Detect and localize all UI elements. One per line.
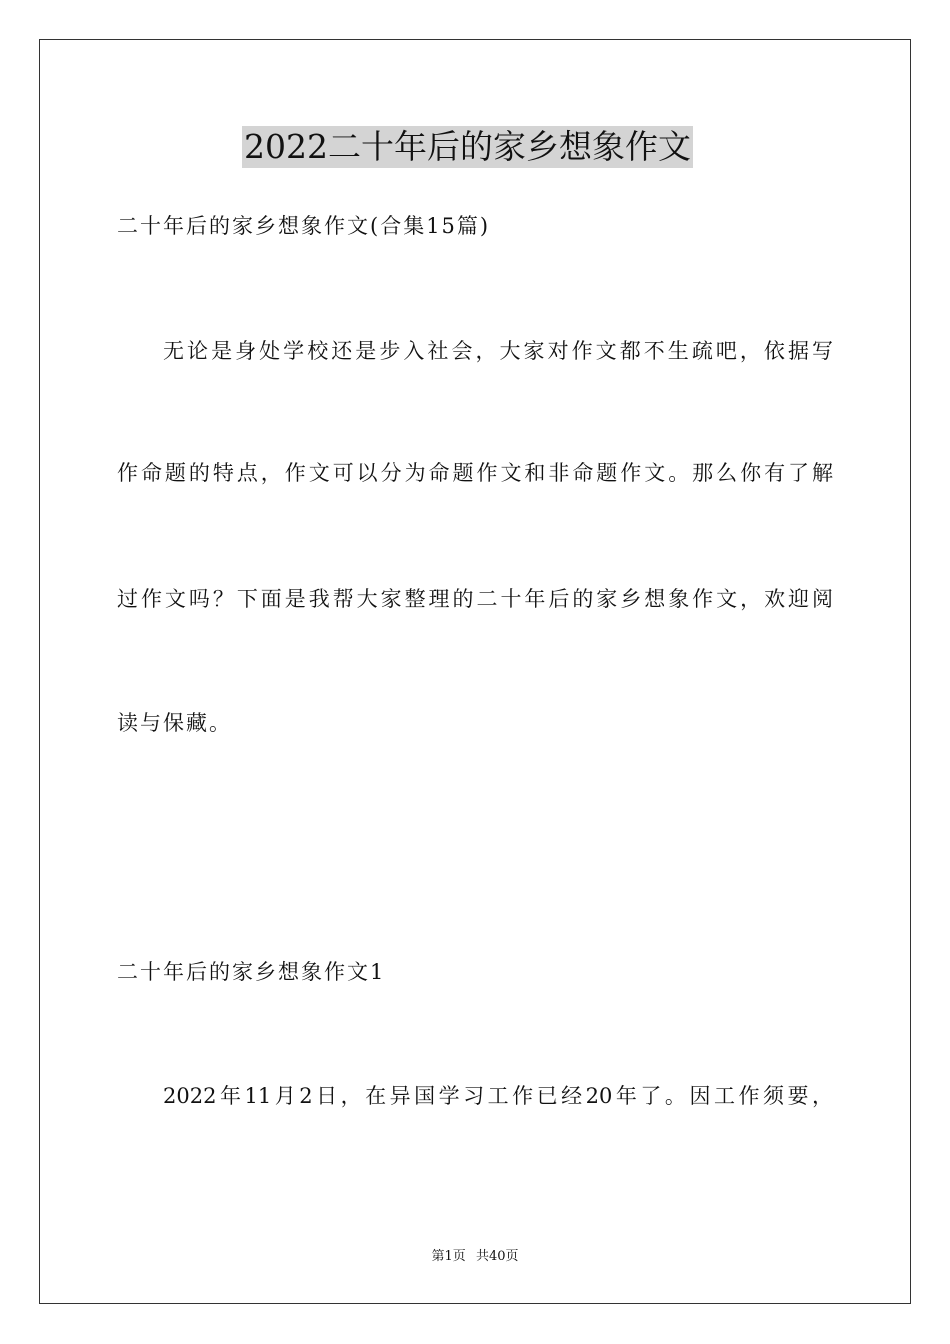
page-footer [0,1248,950,1266]
document-subtitle: 二十年后的家乡想象作文(合集15篇) [117,214,491,238]
intro-paragraph-line: 过作文吗？下面是我帮大家整理的二十年后的家乡想象作文，欢迎阅 [117,587,833,611]
page-number: 第1页 [431,1249,466,1264]
document-title: 2022二十年后的家乡想象作文 [244,127,691,166]
section-heading: 二十年后的家乡想象作文1 [117,960,386,984]
intro-paragraph-line: 无论是身处学校还是步入社会，大家对作文都不生疏吧，依据写 [163,339,833,363]
intro-paragraph-line: 读与保藏。 [117,711,232,735]
page-total: 共40页 [475,1249,519,1264]
section-paragraph-line: 2022年11月2日，在异国学习工作已经20年了。因工作须要， [163,1084,833,1108]
intro-paragraph-line: 作命题的特点，作文可以分为命题作文和非命题作文。那么你有了解 [117,461,833,485]
